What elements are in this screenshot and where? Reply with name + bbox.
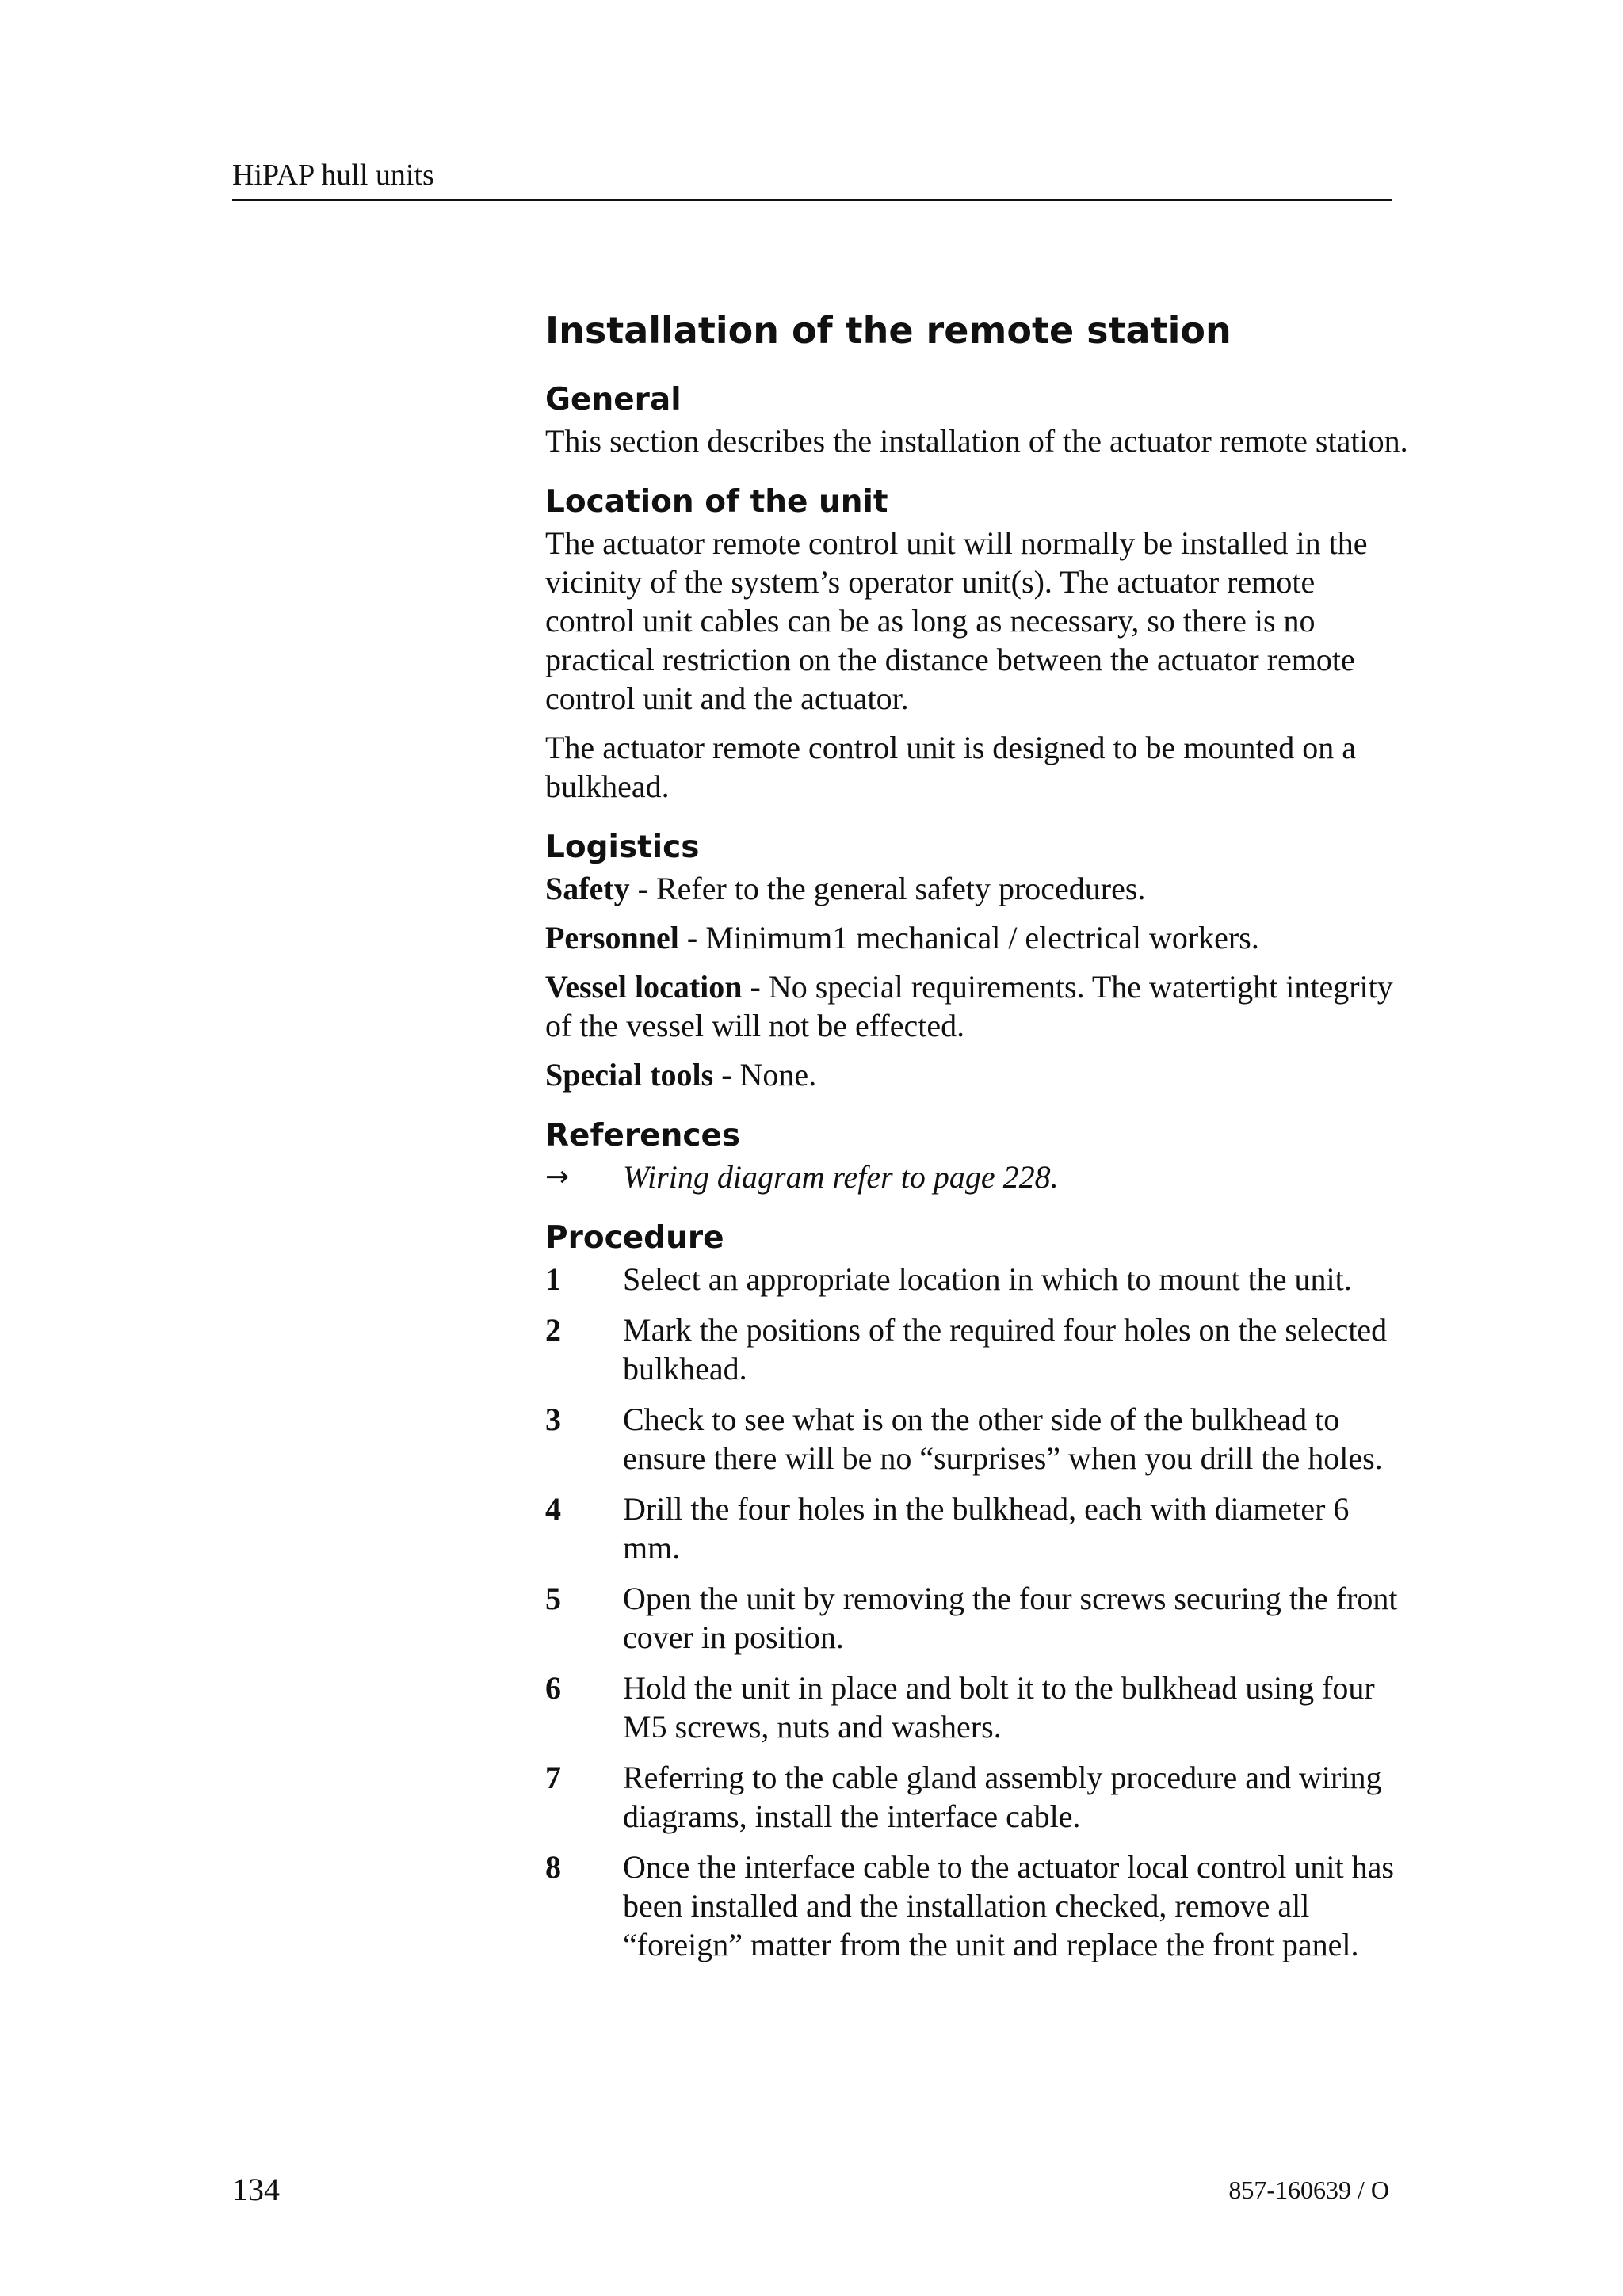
- general-section: [545, 380, 1409, 460]
- header-rule: [232, 199, 1392, 201]
- location-heading: Location of the unit: [545, 484, 888, 520]
- general-text: This section describes the installation of the actuator remote station.: [545, 423, 1408, 459]
- location-paragraph: The actuator remote control unit will normally be installed in the vicinity of the system’s operator unit(s). The actuator remote control unit cables can be as long as necessary, so there is no practical restriction on the distance between the actuator remote control unit and the actuator.: [545, 525, 1368, 716]
- procedure-steps: [545, 1260, 1409, 1964]
- step-text: Mark the positions of the required four holes on the selected bulkhead.: [623, 1312, 1388, 1386]
- procedure-step: [545, 1400, 1409, 1478]
- step-text: Once the interface cable to the actuator local control unit has been installed and the installation checked, remove all “foreign” matter from the unit and replace the front panel.: [623, 1849, 1394, 1962]
- step-text: Drill the four holes in the bulkhead, each with diameter 6 mm.: [623, 1491, 1350, 1566]
- logistics-item-safety: [545, 869, 1409, 908]
- logistics-label: Personnel -: [545, 920, 698, 955]
- step-number: 7: [545, 1760, 561, 1795]
- procedure-step: [545, 1669, 1409, 1746]
- step-text: Hold the unit in place and bolt it to the bulkhead using four M5 screws, nuts and washers.: [623, 1670, 1375, 1745]
- document-number: 857-160639 / O: [1228, 2176, 1389, 2204]
- step-text: Open the unit by removing the four screws securing the front cover in position.: [623, 1581, 1398, 1655]
- logistics-item-vessel-location: [545, 967, 1409, 1045]
- procedure-step: [545, 1310, 1409, 1388]
- running-header: HiPAP hull units: [232, 158, 434, 192]
- section-title: Installation of the remote station: [545, 309, 1232, 352]
- step-number: 4: [545, 1491, 561, 1527]
- logistics-text: None.: [731, 1057, 817, 1093]
- logistics-text: Minimum1 mechanical / electrical workers.: [697, 920, 1259, 955]
- main-content: [545, 304, 1409, 1976]
- logistics-label: Special tools -: [545, 1057, 732, 1093]
- procedure-step: [545, 1848, 1409, 1964]
- page-number: 134: [232, 2172, 280, 2207]
- step-text: Referring to the cable gland assembly procedure and wiring diagrams, install the interface cable.: [623, 1760, 1382, 1834]
- reference-item: [545, 1158, 1409, 1196]
- logistics-item-personnel: [545, 918, 1409, 957]
- procedure-step: [545, 1758, 1409, 1836]
- logistics-text: No special requirements. The watertight integrity of the vessel will not be effected.: [545, 969, 1393, 1043]
- location-section: [545, 482, 1409, 806]
- reference-text: Wiring diagram refer to page 228.: [623, 1159, 1059, 1195]
- logistics-item-special-tools: [545, 1055, 1409, 1094]
- logistics-text: Refer to the general safety procedures.: [647, 871, 1146, 906]
- step-text: Check to see what is on the other side of the bulkhead to ensure there will be no “surprises” when you drill the holes.: [623, 1402, 1383, 1476]
- references-section: [545, 1116, 1409, 1196]
- step-number: 1: [545, 1261, 561, 1297]
- procedure-step: [545, 1260, 1409, 1299]
- step-number: 3: [545, 1402, 561, 1437]
- general-heading: General: [545, 382, 682, 418]
- logistics-label: Safety -: [545, 871, 648, 906]
- references-heading: References: [545, 1118, 741, 1154]
- procedure-section: [545, 1219, 1409, 1964]
- step-number: 2: [545, 1312, 561, 1348]
- logistics-section: [545, 828, 1409, 1094]
- step-number: 8: [545, 1849, 561, 1885]
- arrow-right-icon: →: [545, 1161, 570, 1193]
- step-number: 6: [545, 1670, 561, 1706]
- procedure-heading: Procedure: [545, 1220, 724, 1256]
- step-text: Select an appropriate location in which to mount the unit.: [623, 1261, 1352, 1297]
- logistics-heading: Logistics: [545, 830, 700, 865]
- procedure-step: [545, 1579, 1409, 1657]
- logistics-label: Vessel location -: [545, 969, 761, 1005]
- procedure-step: [545, 1489, 1409, 1567]
- location-paragraph: The actuator remote control unit is designed to be mounted on a bulkhead.: [545, 730, 1357, 804]
- step-number: 5: [545, 1581, 561, 1616]
